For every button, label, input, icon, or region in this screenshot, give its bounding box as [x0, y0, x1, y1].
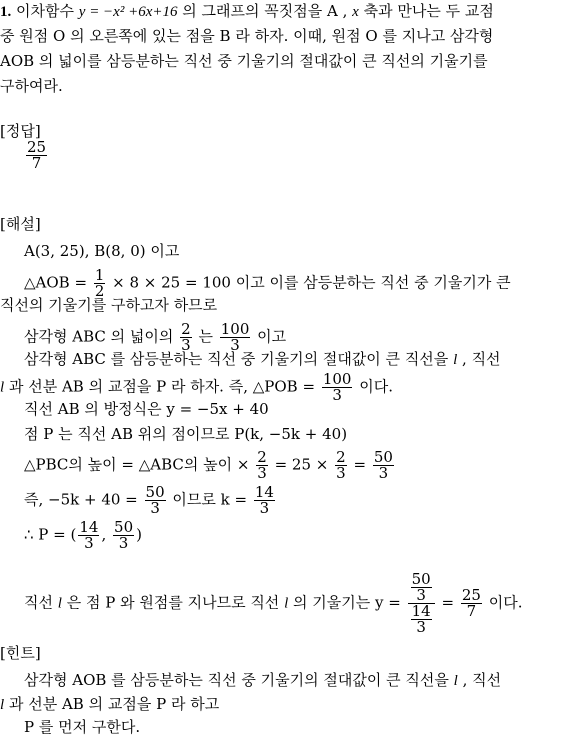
- answer-value: $\frac{25}{7}$: [27, 138, 47, 172]
- hint-line-1: 삼각형 AOB 를 삼등분하는 직선 중 기울기의 절대값이 큰 직선을 l , 직선: [24, 671, 502, 689]
- solution-line-3: 직선의 기울기를 구하고자 하므로: [0, 296, 218, 314]
- quadratic-equation: y = −x² +6x+16: [78, 4, 178, 20]
- solution-line-8: 점 P 는 직선 AB 위의 점이므로 P(k, −5k + 40): [24, 425, 348, 443]
- solution-line-2: △AOB = $\frac{1}{2}$ × 8 × 25 = 100 이고 이를 삼등분하는 직선 중 기울기가 큰: [24, 266, 511, 300]
- complex-fraction: $\frac{\frac{50}{3}}{\frac{14}{3}}$: [408, 572, 435, 635]
- problem-line-3: AOB 의 넓이를 삼등분하는 직선 중 기울기의 절대값이 큰 직선의 기울기를: [0, 52, 488, 70]
- problem-line-2: 중 원점 O 의 오른쪽에 있는 점을 B 라 하자. 이때, 원점 O 를 지나고 삼각형: [0, 27, 494, 45]
- solution-line-11: ∴ P = ( $\frac{14}{3}$ , $\frac{50}{3}$ ): [24, 518, 142, 552]
- hint-header: [힌트]: [0, 644, 41, 662]
- solution-line-9: △PBC의 높이 = △ABC의 높이 × $\frac{2}{3}$ = 25 × $\frac{2}{3}$ = $\frac{50}{3}$: [24, 448, 393, 482]
- solution-header: [해설]: [0, 215, 41, 233]
- hint-line-3: P 를 먼저 구한다.: [24, 718, 141, 736]
- solution-line-10: 즉, −5k + 40 = $\frac{50}{3}$ 이므로 k = $\frac{14}{3}$: [24, 483, 274, 517]
- solution-line-7: 직선 AB 의 방정식은 y = −5x + 40: [24, 400, 269, 418]
- problem-line-1: 1. 이차함수 y = −x² +6x+16 의 그래프의 꼭짓점을 A , x 축과 만나는 두 교점: [0, 2, 494, 20]
- answer-header: [정답]: [0, 122, 41, 140]
- solution-line-1: A(3, 25), B(8, 0) 이고: [24, 242, 180, 260]
- hint-line-2: l 과 선분 AB 의 교점을 P 라 하고: [0, 695, 220, 713]
- solution-line-12: 직선 l 은 점 P 와 원점를 지나므로 직선 l 의 기울기는 y = $\frac{\frac{50}{3}}{\frac{14}{3}}$ = $\frac{25}{7}$ 이다.: [24, 570, 523, 636]
- problem-number: 1.: [0, 4, 12, 20]
- solution-line-5: 삼각형 ABC 를 삼등분하는 직선 중 기울기의 절대값이 큰 직선을 l , 직선: [24, 350, 501, 368]
- solution-line-4: 삼각형 ABC 의 넓이의 $\frac{2}{3}$ 는 $\frac{100}{3}$ 이고: [24, 320, 287, 354]
- solution-line-6: l 과 선분 AB 의 교점을 P 라 하자. 즉, △POB = $\frac{100}{3}$ 이다.: [0, 370, 393, 404]
- problem-line-4: 구하여라.: [0, 77, 63, 95]
